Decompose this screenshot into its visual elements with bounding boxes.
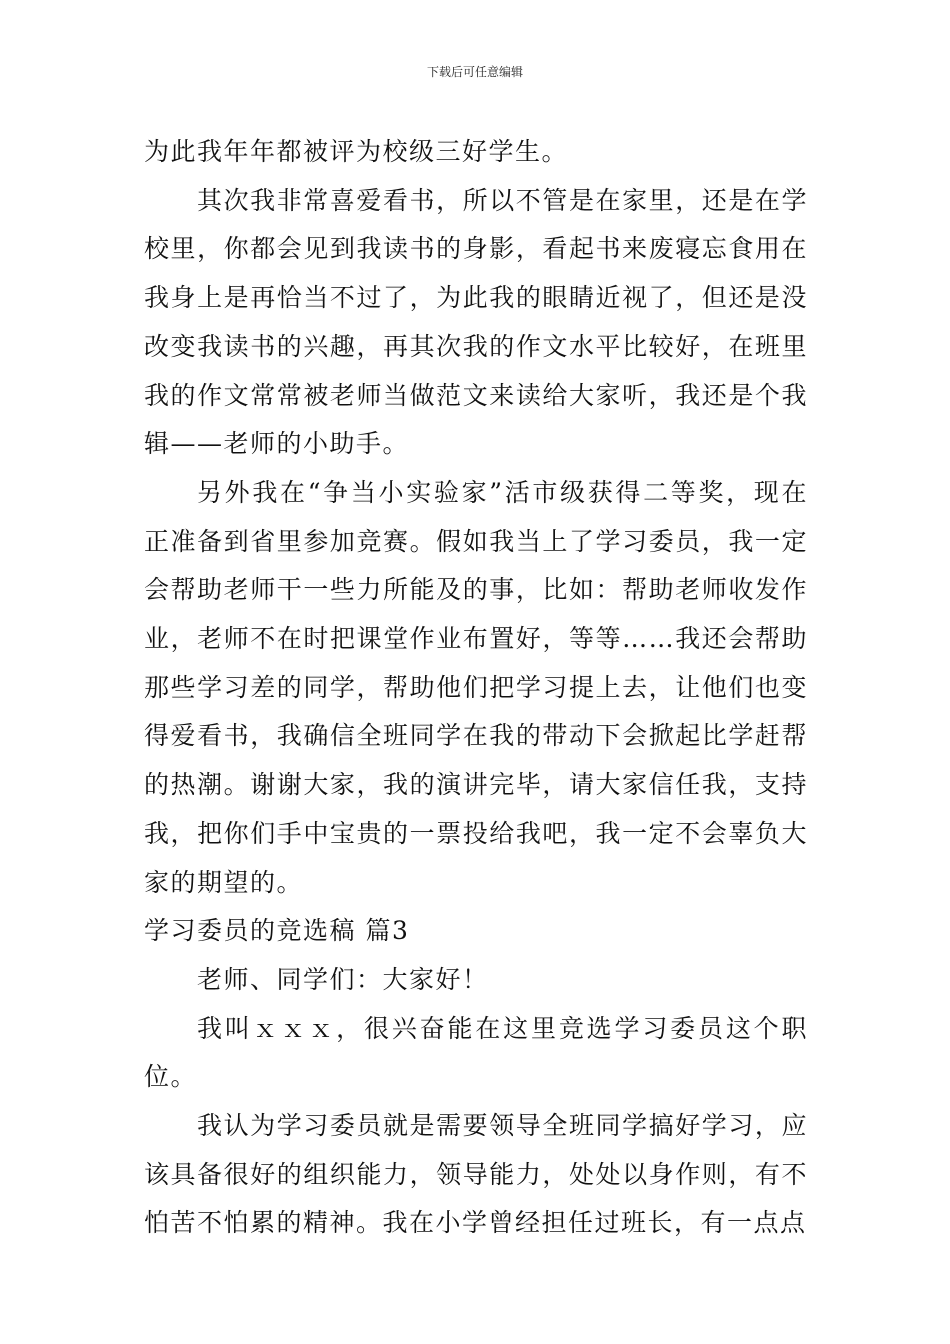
paragraph-role-description: 我认为学习委员就是需要领导全班同学搞好学习，应该具备很好的组织能力，领导能力，处处以身作则，有不怕苦不怕累的精神。我在小学曾经担任过班长，有一点点	[144, 1111, 808, 1238]
paragraph-greeting: 老师、同学们：大家好！	[197, 964, 489, 994]
page-header: 下载后可任意编辑	[426, 65, 523, 79]
paragraph-reading-hobby: 其次我非常喜爱看书，所以不管是在家里，还是在学校里，你都会见到我读书的身影，看起书来废寝忘食用在我身上是再恰当不过了，为此我的眼睛近视了，但还是没改变我读书的兴趣，再其次我的作文水平比较好，在班里我的作文常常被老师当做范文来读给大家听，我还是个我辑——老师的小助手。	[144, 185, 808, 459]
paragraph-continuation: 为此我年年都被评为校级三好学生。	[144, 137, 569, 166]
section-heading: 学习委员的竞选稿 篇3	[144, 916, 410, 946]
paragraph-introduction: 我叫ｘｘｘ，很兴奋能在这里竞选学习委员这个职位。	[144, 1013, 808, 1092]
document-body	[144, 128, 808, 1248]
paragraph-competition-plans: 另外我在“争当小实验家”活市级获得二等奖，现在正准备到省里参加竞赛。假如我当上了学习委员，我一定会帮助老师干一些力所能及的事，比如：帮助老师收发作业，老师不在时把课堂作业布置好，等等……我还会帮助那些学习差的同学，帮助他们把学习提上去，让他们也变得爱看书，我确信全班同学在我的带动下会掀起比学赶帮的热潮。谢谢大家，我的演讲完毕，请大家信任我，支持我，把你们手中宝贵的一票投给我吧，我一定不会辜负大家的期望的。	[144, 477, 808, 897]
